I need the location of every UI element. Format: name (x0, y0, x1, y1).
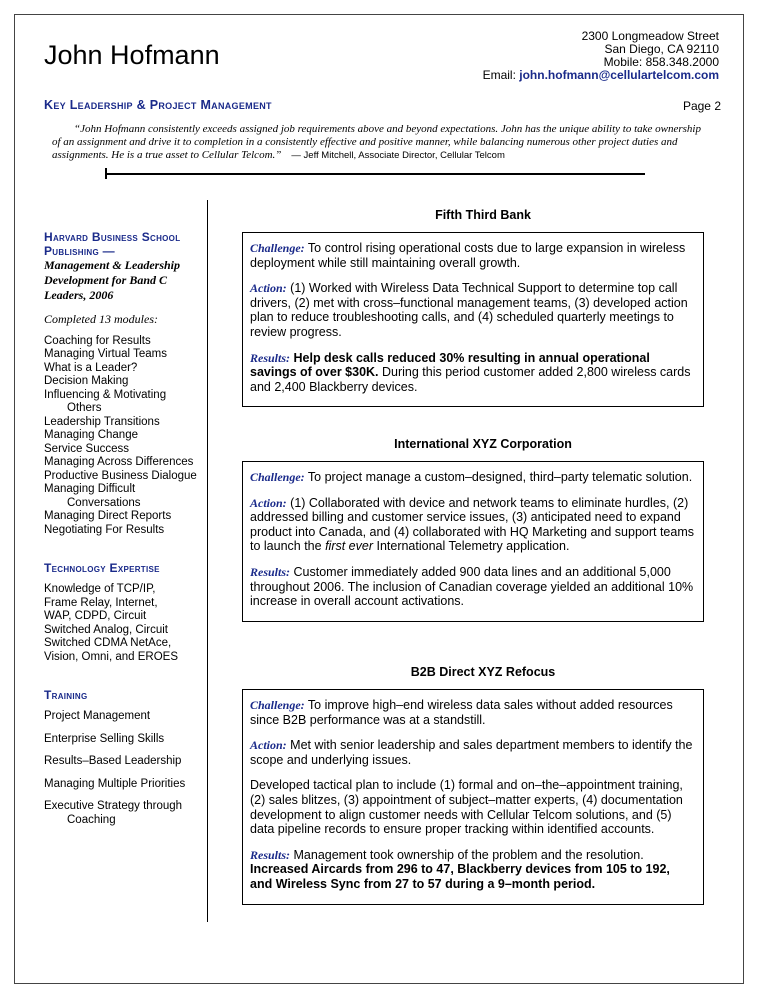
challenge-text: To improve high–end wireless data sales without added resources since B2B performance was at a standstill. (250, 698, 673, 727)
list-item: Project Management (44, 710, 151, 722)
modules-list (44, 335, 199, 538)
action-emphasis: first ever (325, 539, 373, 554)
results-para (250, 351, 695, 395)
list-item: Managing Difficult Conversations (44, 483, 141, 509)
org-title: International XYZ Corporation (394, 437, 572, 451)
challenge-label: Challenge: (250, 241, 305, 255)
quote-text: “John Hofmann consistently exceeds assigned job requirements above and beyond expectations. John has the unique ability to take ownership of an assignment and drive it to completion in a consistently effective and positive manner, while balancing numerous other project duties and assignments. He is a true asset to Cellular Telcom.” (52, 123, 701, 161)
org-section-3 (242, 665, 704, 905)
email-link[interactable]: john.hofmann@cellulartelcom.com (519, 68, 719, 82)
results-para (250, 565, 695, 609)
action-text: (1) Collaborated with device and network teams to eliminate hurdles, (2) addressed billing and customer service issues, (3) anticipated need to expand product into Canada, and (4) collaborated with HQ Marketing and support teams to launch the (250, 495, 694, 554)
results-label: Results: (250, 564, 291, 579)
tech-text: Knowledge of TCP/IP, Frame Relay, Internet, WAP, CDPD, Circuit Switched Analog, Circuit Switched CDMA NetAce, Vision, Omni, and EROES (44, 583, 179, 663)
hbs-program: Management & Leadership Development for Band C Leaders, 2006 (44, 258, 181, 302)
challenge-label: Challenge: (250, 698, 305, 712)
list-item: Influencing & Motivating Others (44, 388, 167, 414)
list-item: Executive Strategy through Coaching (44, 800, 183, 826)
candidate-name: John Hofmann (44, 40, 220, 70)
left-column (44, 230, 199, 836)
challenge-text: To control rising operational costs due to large expansion in wireless deployment while still maintaining overall growth. (250, 241, 686, 270)
challenge-para (250, 241, 695, 270)
list-item: Managing Direct Reports (44, 510, 172, 522)
list-item: Negotiating For Results (44, 523, 165, 536)
tech-title: Technology Expertise (44, 561, 160, 575)
modules-label: Completed 13 modules: (44, 312, 158, 326)
org-box (242, 461, 704, 622)
action-para (250, 738, 695, 767)
mobile-number: Mobile: 858.348.2000 (603, 55, 719, 69)
testimonial-quote (52, 123, 702, 162)
action-text-end: International Telemetry application. (373, 539, 570, 554)
training-title: Training (44, 688, 88, 702)
list-item: Decision Making (44, 375, 129, 387)
results-text: Management took ownership of the problem and the resolution. (293, 847, 644, 862)
org-title: Fifth Third Bank (435, 208, 531, 222)
results-text: During this period customer added 2,800 wireless cards and 2,400 Blackberry devices. (250, 365, 691, 394)
action-label: Action: (250, 495, 287, 510)
results-para (250, 848, 695, 892)
org-box (242, 689, 704, 905)
org-title: B2B Direct XYZ Refocus (410, 665, 556, 679)
list-item: Managing Multiple Priorities (44, 777, 186, 790)
results-bold: Increased Aircards from 296 to 47, Blackberry devices from 105 to 192, and Wireless Sync from 27 to 57 during a 9–month period. (250, 862, 670, 891)
org-box (242, 232, 704, 407)
hbs-title: Harvard Business School Publishing — (44, 230, 181, 258)
results-text: Customer immediately added 900 data lines and an additional 5,000 throughout 2006. The inclusion of Canadian coverage yielded an additional 10% increase in overall account activations. (250, 564, 694, 609)
list-item: Leadership Transitions (44, 415, 160, 428)
page-number: Page 2 (682, 99, 721, 113)
email-line (483, 69, 719, 82)
action-label: Action: (250, 738, 287, 753)
section-title: Key Leadership & Project Management (44, 98, 272, 112)
email-label: Email: (482, 68, 520, 82)
action-text: (1) Worked with Wireless Data Technical Support to determine top call drivers, (2) met with cross–functional management teams, (3) developed action plan to reduce troubleshooting calls, and (4) scheduled quarterly meetings to review progress. (250, 281, 688, 339)
list-item: Coaching for Results (44, 334, 151, 347)
org-section-1 (242, 208, 704, 407)
list-item: Managing Across Differences (44, 456, 194, 468)
list-item: Results–Based Leadership (44, 755, 182, 767)
list-item: Enterprise Selling Skills (44, 732, 165, 745)
divider-rule (105, 173, 645, 175)
plan-para: Developed tactical plan to include (1) formal and on–the–appointment training, (2) sales blitzes, (3) appointment of subject–matter experts, (4) documentation development to align customer needs with Cellular Telcom solutions, and (5) data pipeline records to ensure proper tracking within identified accounts. (250, 778, 683, 837)
list-item: Managing Change (44, 429, 138, 441)
org-section-2 (242, 437, 704, 622)
challenge-label: Challenge: (250, 470, 305, 484)
quote-attribution: — Jeff Mitchell, Associate Director, Cellular Telcom (291, 150, 505, 161)
address-line-2: San Diego, CA 92110 (604, 42, 719, 56)
challenge-text: To project manage a custom–designed, third–party telematic solution. (307, 470, 693, 484)
results-label: Results: (250, 350, 291, 365)
action-label: Action: (250, 281, 287, 296)
challenge-para (250, 698, 695, 727)
action-para (250, 281, 695, 339)
results-label: Results: (250, 847, 291, 862)
action-text: Met with senior leadership and sales department members to identify the scope and underlying issues. (250, 738, 693, 767)
column-divider (207, 200, 208, 922)
contact-block (483, 30, 719, 82)
results-bold: Help desk calls reduced 30% resulting in annual operational savings of over $30K. (250, 350, 650, 380)
challenge-para (250, 470, 695, 485)
training-list (44, 710, 194, 827)
list-item: Managing Virtual Teams (44, 348, 167, 360)
address-line-1: 2300 Longmeadow Street (581, 29, 719, 43)
action-para (250, 496, 695, 554)
list-item: Productive Business Dialogue (44, 469, 197, 482)
list-item: Service Success (44, 442, 130, 455)
list-item: What is a Leader? (44, 361, 138, 374)
divider-tick (105, 168, 107, 179)
